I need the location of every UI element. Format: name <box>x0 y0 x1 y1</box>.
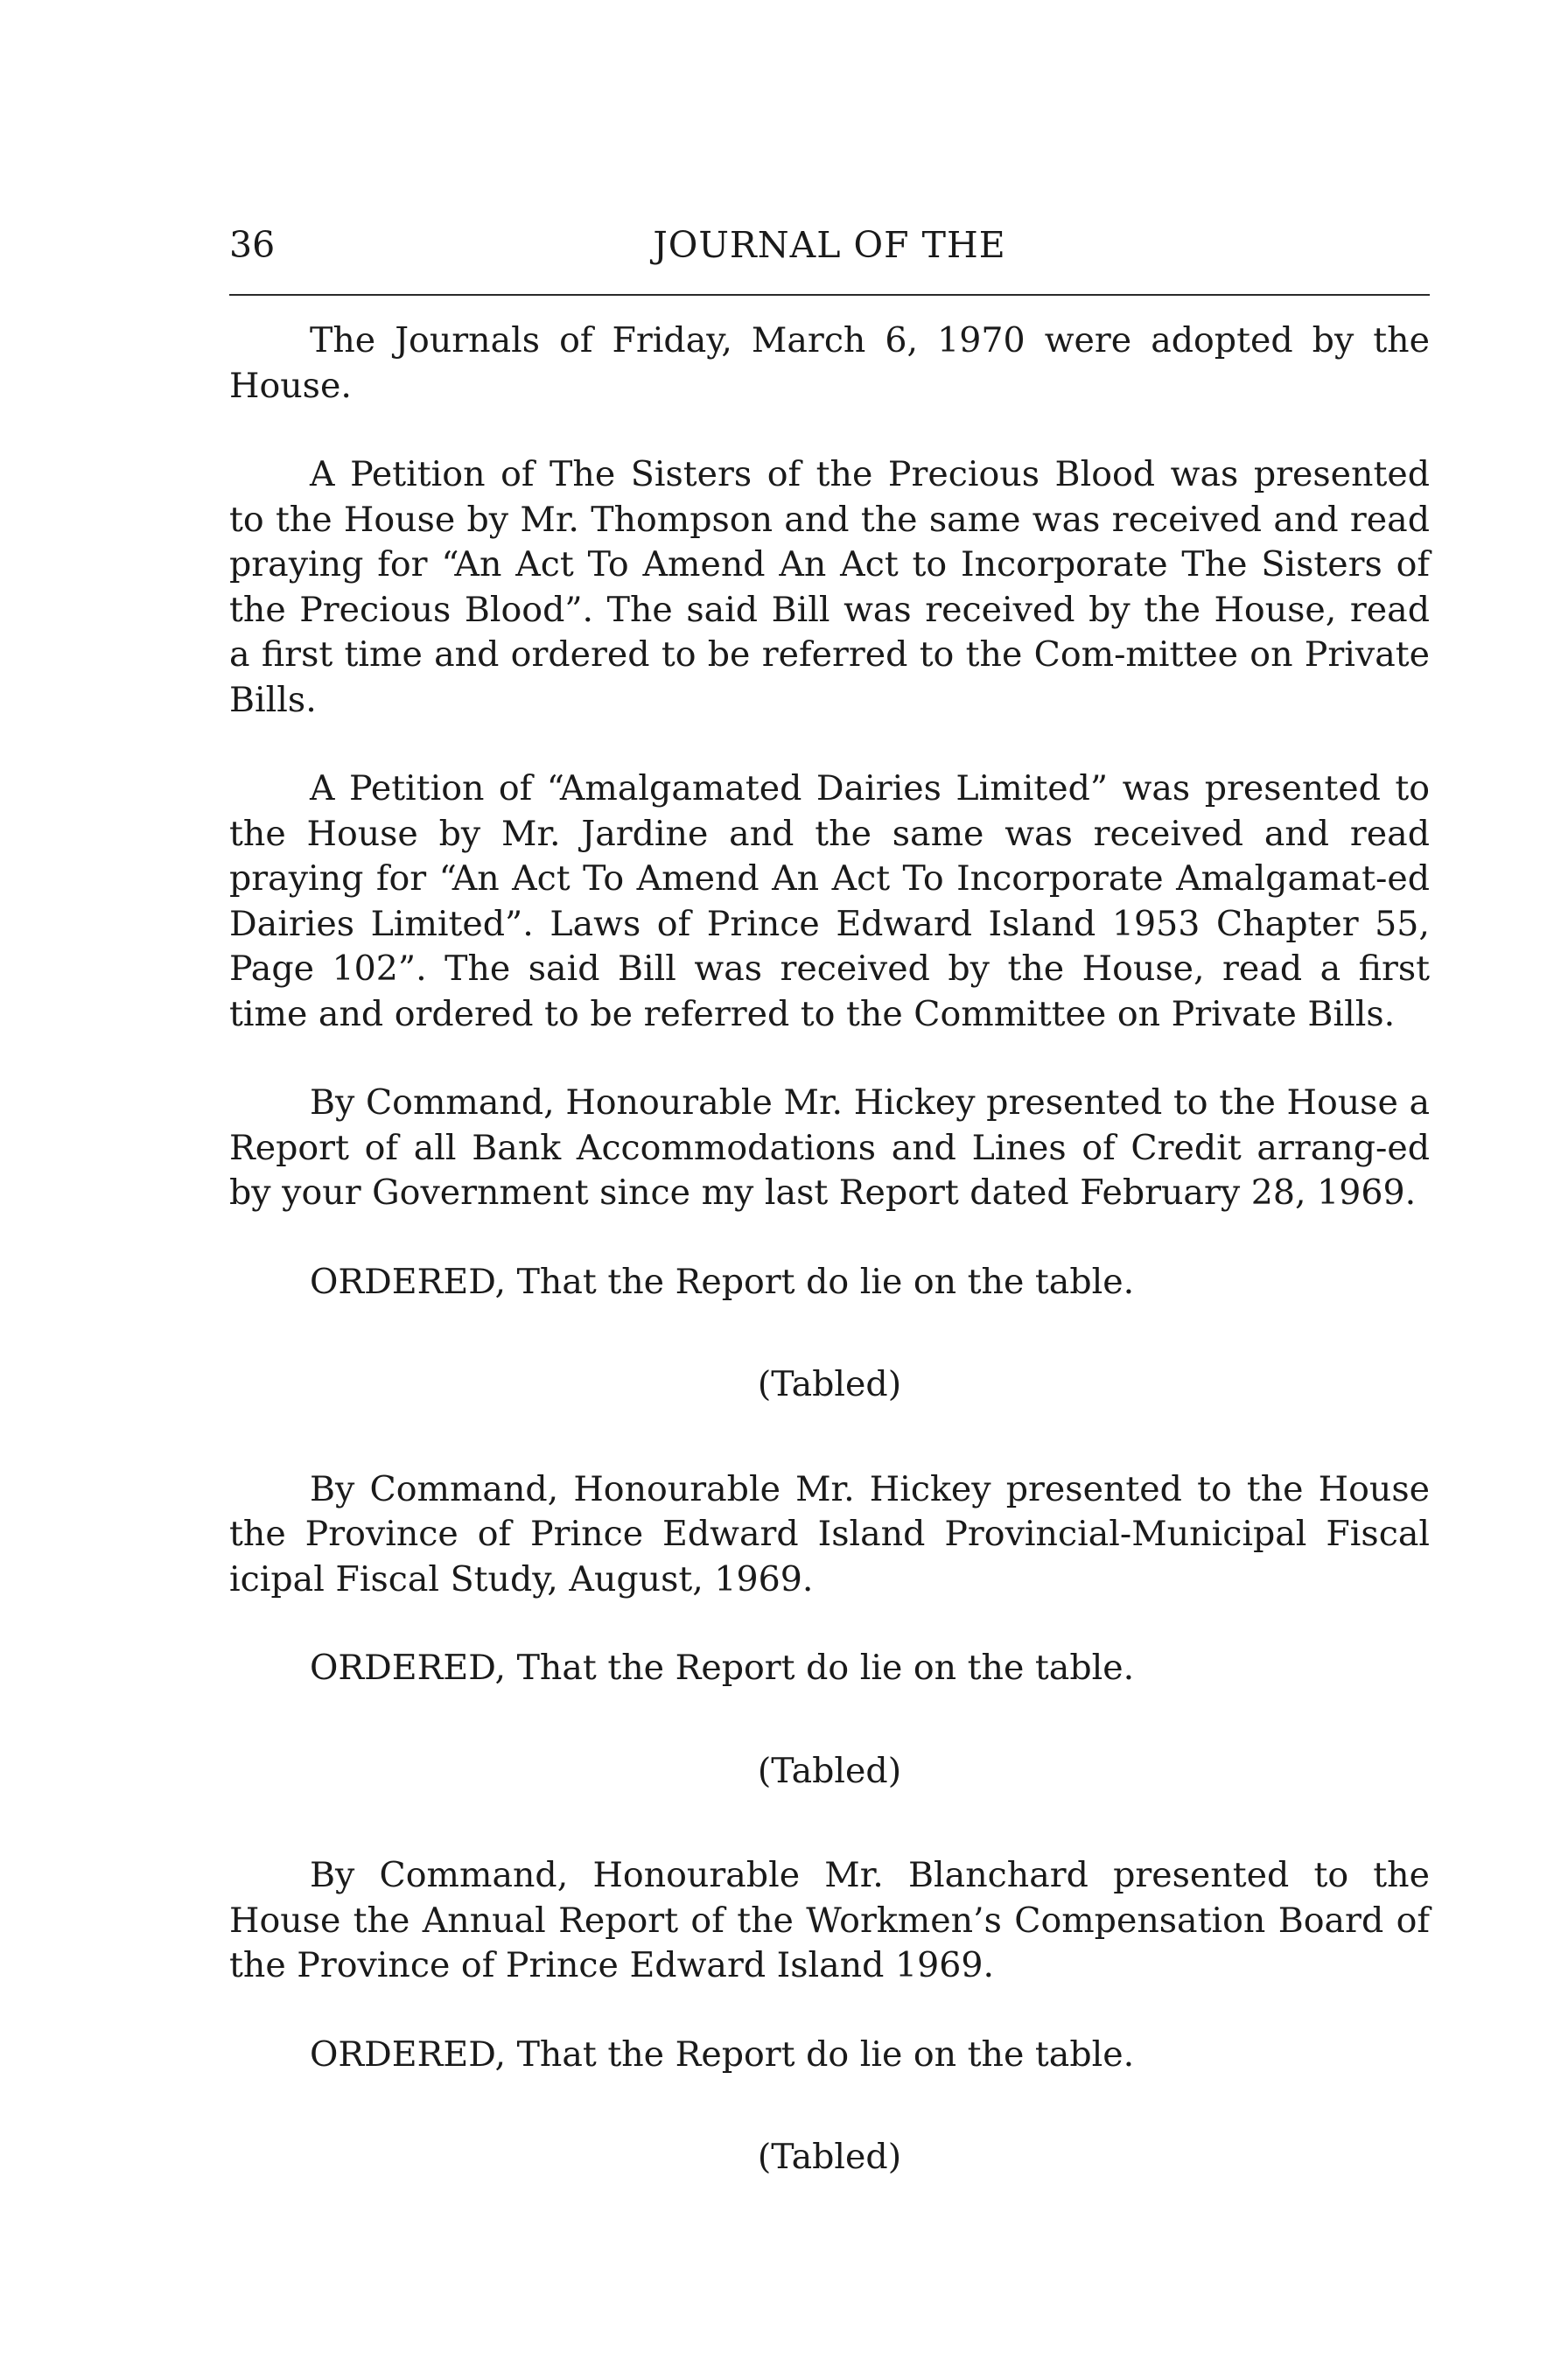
ordered-line-2: ORDERED, That the Report do lie on the table. <box>310 1648 1135 1688</box>
tabled-label-2: (Tabled) <box>757 1750 902 1791</box>
page-number: 36 <box>229 224 276 266</box>
paragraph-petition-amalgamated-dairies: A Petition of “Amalgamated Dairies Limited” was presented to the House by Mr. Jardine and the same was received and read praying for “An Act To Amend An Act To Incorporate Amalgamat-ed Dairies Limited”. Laws of Prince Edward Island 1953 Chapter 55, Page 102”. The said Bill was received by the House, read a first time and ordered to be referred to the Committee on Private Bills. <box>229 768 1430 1034</box>
ordered-line-3: ORDERED, That the Report do lie on the table. <box>310 2034 1135 2075</box>
running-head <box>229 210 1430 294</box>
ordered-line-1: ORDERED, That the Report do lie on the table. <box>310 1261 1135 1302</box>
journal-page <box>229 210 1430 2240</box>
paragraph-petition-sisters-precious-blood: A Petition of The Sisters of the Precious Blood was presented to the House by Mr. Thompson and the same was received and read praying for “An Act To Amend An Act to Incorporate The Sisters of the Precious Blood”. The said Bill was received by the House, read a first time and ordered to be referred to the Com-mittee on Private Bills. <box>229 454 1430 720</box>
tabled-label-1: (Tabled) <box>757 1364 902 1404</box>
tabled-label-3: (Tabled) <box>757 2137 902 2177</box>
paragraph-fiscal-study-report: By Command, Honourable Mr. Hickey presented to the House the Province of Prince Edward Island Provincial-Municipal Fiscal icipal Fiscal Study, August, 1969. <box>229 1468 1430 1600</box>
paragraph-journals-adopted: The Journals of Friday, March 6, 1970 were adopted by the House. <box>229 320 1430 406</box>
header-rule <box>229 294 1430 296</box>
paragraph-workmens-compensation-report: By Command, Honourable Mr. Blanchard presented to the House the Annual Report of the Workmen’s Compensation Board of the Province of Prince Edward Island 1969. <box>229 1855 1430 1985</box>
running-title: JOURNAL OF THE <box>653 224 1006 266</box>
paragraph-bank-accommodations-report: By Command, Honourable Mr. Hickey presented to the House a Report of all Bank Accommodations and Lines of Credit arrang-ed by your Government since my last Report dated February 28, 1969. <box>229 1082 1430 1213</box>
